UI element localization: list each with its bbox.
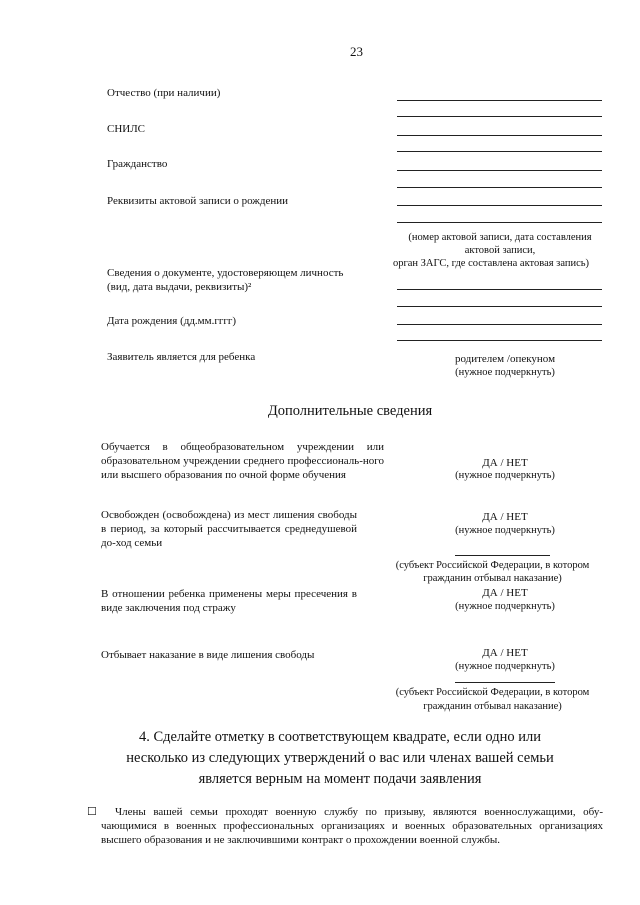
q2-hint: (нужное подчеркнуть): [455, 525, 555, 536]
q3-yes-no: ДА / НЕТ: [482, 587, 528, 599]
id-doc-label-2: (вид, дата выдачи, реквизиты)²: [107, 281, 252, 293]
q1-yes-no: ДА / НЕТ: [482, 457, 528, 469]
q4-yes-no: ДА / НЕТ: [482, 647, 528, 659]
citizenship-label: Гражданство: [107, 158, 168, 170]
q3-text: В отношении ребенка применены меры пресечения в виде заключения под стражу: [101, 588, 357, 614]
checkbox-icon[interactable]: ☐: [87, 806, 97, 818]
applicant-role-value: родителем /опекуном: [454, 353, 556, 365]
birth-record-label: Реквизиты актовой записи о рождении: [107, 195, 289, 207]
page-number: 23: [350, 44, 363, 59]
birth-date-label: Дата рождения (дд.мм.гггг): [107, 315, 237, 327]
q1-text: Обучается в общеобразовательном учреждении или образовательном учреждении среднего профессиональ-ного или высшего образования по очной форме обучения: [101, 441, 384, 481]
q2-text: Освобожден (освобождена) из мест лишения свободы в период, за который рассчитывается среднедушевой до-ход семьи: [101, 509, 357, 549]
q2-yes-no: ДА / НЕТ: [482, 511, 528, 523]
patronymic-label: Отчество (при наличии): [107, 87, 221, 99]
section4-item: [87, 805, 603, 847]
citizenship-line: [397, 170, 602, 171]
q2-subject-line: [455, 555, 550, 556]
applicant-role-hint: (нужное подчеркнуть): [455, 367, 555, 378]
section4-item-text: Члены вашей семьи проходят военную службу по призыву, являются военнослужащими, обу-чающимися в военных профессиональных организациях и военных образовательных организациях высшего образования и не заключившими контракт о прохождении военной службы.: [101, 806, 603, 846]
birth-record-line-2: [397, 222, 602, 223]
id-doc-line: [397, 289, 602, 290]
section4-title-2: несколько из следующих утверждений о вас или членах вашей семьи: [126, 750, 554, 766]
applicant-role-label: Заявитель является для ребенка: [107, 351, 256, 363]
patronymic-line-2: [397, 116, 602, 117]
q1-hint: (нужное подчеркнуть): [455, 470, 555, 481]
q4-subject-hint-2: гражданин отбывал наказание): [423, 701, 562, 712]
birth-date-line: [397, 324, 602, 325]
additional-title: Дополнительные сведения: [267, 403, 433, 419]
q2-subject-hint-1: (субъект Российской Федерации, в котором: [395, 560, 590, 571]
q2-subject-hint-2: гражданин отбывал наказание): [423, 573, 562, 584]
birth-record-hint-2: актовой записи,: [464, 245, 536, 256]
section4-title-1: 4. Сделайте отметку в соответствующем квадрате, если одно или: [138, 729, 542, 745]
id-doc-label: Сведения о документе, удостоверяющем личность: [107, 267, 344, 279]
patronymic-line: [397, 100, 602, 101]
q4-text: Отбывает наказание в виде лишения свободы: [101, 649, 315, 661]
q4-hint: (нужное подчеркнуть): [455, 661, 555, 672]
q4-subject-line: [455, 682, 555, 683]
q4-subject-hint-1: (субъект Российской Федерации, в котором: [395, 687, 590, 698]
birth-date-line-2: [397, 340, 602, 341]
snils-line: [397, 135, 602, 136]
section4-title-3: является верным на момент подачи заявления: [198, 771, 482, 787]
snils-line-2: [397, 151, 602, 152]
snils-label: СНИЛС: [107, 123, 146, 135]
birth-record-hint-1: (номер актовой записи, дата составления: [408, 232, 592, 243]
citizenship-line-2: [397, 187, 602, 188]
birth-record-hint-3: орган ЗАГС, где составлена актовая запись): [392, 258, 590, 269]
q3-hint: (нужное подчеркнуть): [455, 601, 555, 612]
birth-record-line: [397, 205, 602, 206]
id-doc-line-2: [397, 306, 602, 307]
